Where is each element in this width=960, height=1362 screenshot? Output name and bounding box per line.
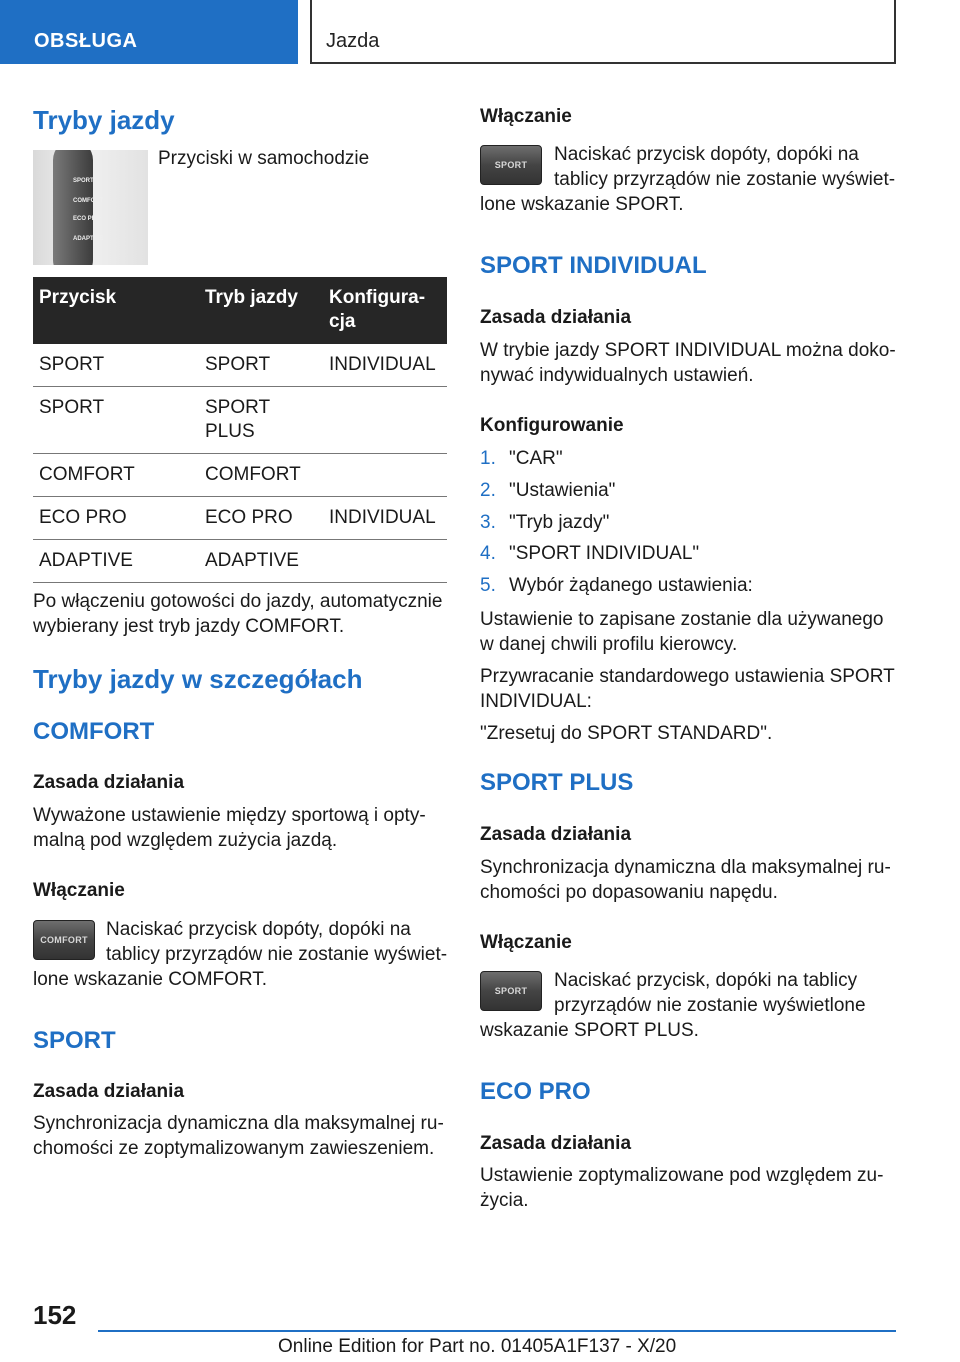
comfort-title: COMFORT xyxy=(33,718,155,745)
sport-plus-button-label: SPORT xyxy=(494,986,528,996)
table-row xyxy=(33,454,447,497)
table-cell: INDIVIDUAL xyxy=(323,344,447,387)
sport-plus-title: SPORT PLUS xyxy=(480,769,634,796)
section-title: OBSŁUGA xyxy=(34,30,138,52)
table-cell: SPORT xyxy=(33,387,199,454)
restore-text: Przywracanie standardowego ustawienia SPORT INDIVIDUAL: xyxy=(480,666,895,712)
comfort-enable-line-2: tablicy przyrządów nie zostanie wyświet- xyxy=(106,944,448,965)
comfort-button-label: COMFORT xyxy=(40,935,88,945)
step-choose-setting: Wybór żądanego ustawienia: xyxy=(509,575,753,596)
eco-pro-principle-text: Ustawienie zoptymalizowane pod względem zu-życia. xyxy=(480,1165,884,1211)
eco-pro-title: ECO PRO xyxy=(480,1078,591,1105)
comfort-principle-label: Zasada działania xyxy=(33,772,185,793)
table-cell: SPORT PLUS xyxy=(199,387,323,454)
table-header-mode: Tryb jazdy xyxy=(199,277,323,344)
table-row xyxy=(33,387,447,454)
button-panel-shape xyxy=(53,150,93,265)
photo-label-eco-pro: ECO PRO xyxy=(73,216,101,222)
step-number: 3. xyxy=(480,512,496,533)
table-cell xyxy=(323,387,447,454)
eco-pro-principle-label: Zasada działania xyxy=(480,1133,632,1154)
step-car: "CAR" xyxy=(509,448,563,469)
table-cell: ECO PRO xyxy=(33,497,199,540)
sport-principle-label: Zasada działania xyxy=(33,1081,185,1102)
footer-divider xyxy=(98,1330,896,1332)
sport-plus-principle-label: Zasada działania xyxy=(480,824,632,845)
comfort-principle-text: Wyważone ustawienie między sportową i opty-malną pod względem zużycia jazdą. xyxy=(33,805,426,851)
sport-individual-principle-text: W trybie jazdy SPORT INDIVIDUAL można doko-nywać indywidualnych ustawień. xyxy=(480,340,896,386)
chapter-title: Jazda xyxy=(326,30,380,52)
table-cell: INDIVIDUAL xyxy=(323,497,447,540)
table-cell: ECO PRO xyxy=(199,497,323,540)
table-cell: ADAPTIVE xyxy=(199,540,323,583)
sport-individual-principle-label: Zasada działania xyxy=(480,307,632,328)
sport-plus-enable-line-2: przyrządów nie zostanie wyświetlone xyxy=(554,995,866,1016)
sport-enable-line-2: tablicy przyrządów nie zostanie wyświet- xyxy=(554,169,896,190)
sport-enable-label: Włączanie xyxy=(480,106,572,127)
sport-individual-title: SPORT INDIVIDUAL xyxy=(480,252,707,279)
table-cell xyxy=(323,454,447,497)
table-cell: SPORT xyxy=(33,344,199,387)
sport-plus-principle-text: Synchronizacja dynamiczna dla maksymalnej ru-chomości po dopasowaniu napędu. xyxy=(480,857,891,903)
step-number: 5. xyxy=(480,575,496,596)
sport-button-icon xyxy=(480,145,542,185)
table-cell: SPORT xyxy=(199,344,323,387)
saved-profile-text: Ustawienie to zapisane zostanie dla używanego w danej chwili profilu kierowcy. xyxy=(480,609,884,655)
sport-plus-enable-label: Włączanie xyxy=(480,932,572,953)
step-number: 4. xyxy=(480,543,496,564)
comfort-enable-label: Włączanie xyxy=(33,880,125,901)
table-cell: COMFORT xyxy=(199,454,323,497)
table-cell: COMFORT xyxy=(33,454,199,497)
photo-caption: Przyciski w samochodzie xyxy=(158,148,370,169)
edition-footer: Online Edition for Part no. 01405A1F137 - X/20 xyxy=(278,1336,677,1357)
step-sport-individual: "SPORT INDIVIDUAL" xyxy=(509,543,700,564)
page-number: 152 xyxy=(33,1300,77,1330)
section-tab xyxy=(0,0,298,64)
page-title: Tryby jazdy xyxy=(33,105,175,135)
table-cell: ADAPTIVE xyxy=(33,540,199,583)
step-settings: "Ustawienia" xyxy=(509,480,616,501)
comfort-enable-line-3: lone wskazanie COMFORT. xyxy=(33,969,268,990)
table-row xyxy=(33,344,447,387)
step-number: 1. xyxy=(480,448,496,469)
sport-plus-enable-line-1: Naciskać przycisk, dopóki na tablicy xyxy=(554,970,858,991)
photo-label-adaptive: ADAPTIVE xyxy=(73,236,104,242)
sport-enable-line-3: lone wskazanie SPORT. xyxy=(480,194,684,215)
sport-enable-line-1: Naciskać przycisk dopóty, dopóki na xyxy=(554,144,859,165)
sport-plus-enable-line-3: wskazanie SPORT PLUS. xyxy=(480,1020,699,1041)
table-header-config: Konfigura- cja xyxy=(323,277,447,344)
table-header-row xyxy=(33,277,447,344)
chapter-tab xyxy=(310,0,896,64)
step-drive-mode: "Tryb jazdy" xyxy=(509,512,610,533)
table-row xyxy=(33,540,447,583)
details-title: Tryby jazdy w szczegółach xyxy=(33,664,363,694)
reset-text: "Zresetuj do SPORT STANDARD". xyxy=(480,723,773,744)
photo-label-sport: SPORT xyxy=(73,178,94,184)
comfort-enable-line-1: Naciskać przycisk dopóty, dopóki na xyxy=(106,919,411,940)
sport-button-label: SPORT xyxy=(494,160,528,170)
sport-principle-text: Synchronizacja dynamiczna dla maksymalnej ru-chomości ze zoptymalizowanym zawieszeniem. xyxy=(33,1113,444,1159)
photo-label-comfort: COMFORT xyxy=(73,198,104,204)
sport-plus-button-icon xyxy=(480,971,542,1011)
auto-comfort-note: Po włączeniu gotowości do jazdy, automatycznie wybierany jest tryb jazdy COMFORT. xyxy=(33,591,443,637)
comfort-button-icon xyxy=(33,920,95,960)
table-row xyxy=(33,497,447,540)
config-label: Konfigurowanie xyxy=(480,415,624,436)
step-number: 2. xyxy=(480,480,496,501)
car-buttons-photo xyxy=(33,150,148,265)
drive-modes-table xyxy=(33,277,447,583)
table-cell xyxy=(323,540,447,583)
sport-title: SPORT xyxy=(33,1027,116,1054)
table-header-button: Przycisk xyxy=(33,277,199,344)
